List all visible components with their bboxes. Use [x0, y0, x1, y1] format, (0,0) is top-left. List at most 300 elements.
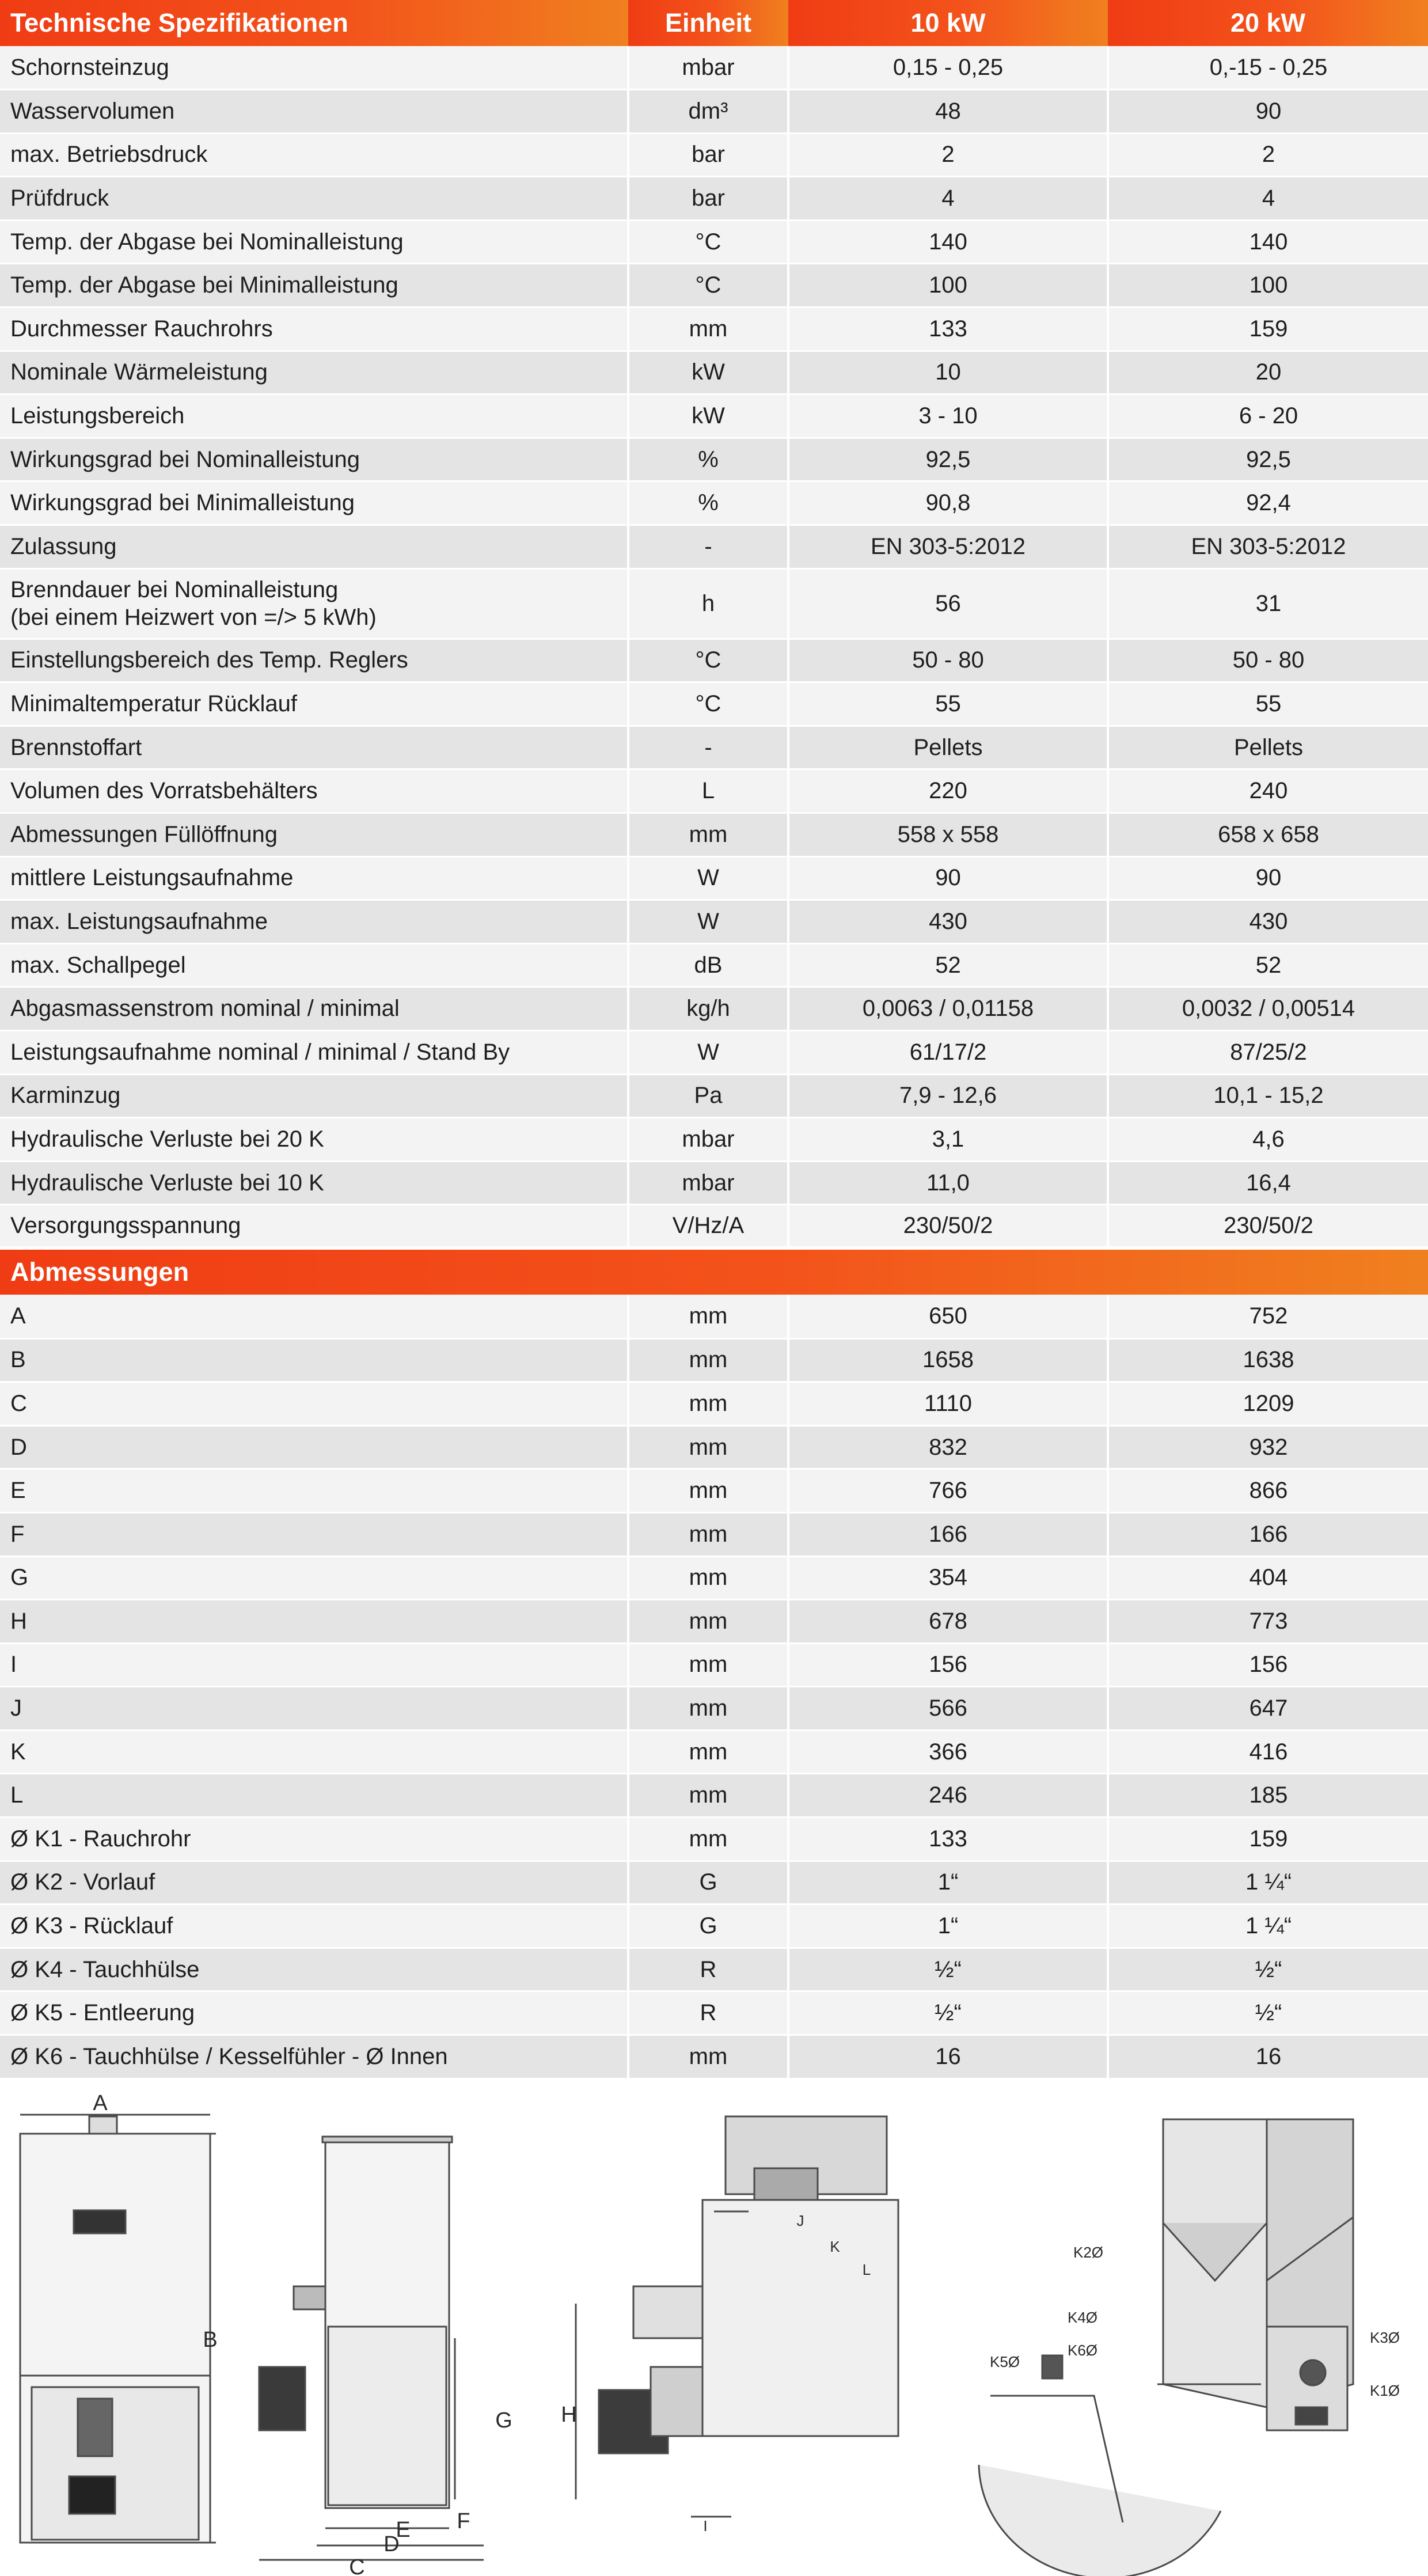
- 20kw-column-header: 20 kW: [1108, 0, 1428, 46]
- dimension-name-cell: [0, 1861, 628, 1905]
- spec-name-cell: [0, 1118, 628, 1162]
- spec-row: [0, 987, 1428, 1031]
- spec-10kw-value: 56: [788, 568, 1108, 639]
- spec-name-cell: [0, 46, 628, 90]
- dimensions-section-header: [0, 1248, 1428, 1295]
- spec-name-cell: [0, 682, 628, 726]
- dimension-name: E: [10, 1478, 26, 1504]
- spec-row: [0, 264, 1428, 308]
- dimension-name-cell: [0, 1600, 628, 1644]
- dimension-row: [0, 1295, 1428, 1338]
- dimension-10kw-value: 1110: [788, 1382, 1108, 1426]
- label-k6: K6Ø: [1067, 2342, 1098, 2359]
- spec-10kw-value: 230/50/2: [788, 1205, 1108, 1249]
- dimension-20kw-value: 404: [1108, 1556, 1428, 1600]
- dimension-row: [0, 2035, 1428, 2079]
- spec-name: Hydraulische Verluste bei 20 K: [10, 1126, 324, 1152]
- spec-unit-cell: Pa: [628, 1074, 788, 1118]
- dimension-unit-cell: mm: [628, 1469, 788, 1513]
- dimension-10kw-value: 246: [788, 1774, 1108, 1818]
- dimension-20kw-value: 1638: [1108, 1338, 1428, 1382]
- spec-row: [0, 177, 1428, 221]
- spec-20kw-value: 52: [1108, 943, 1428, 987]
- spec-unit-cell: %: [628, 438, 788, 481]
- spec-20kw-value: EN 303-5:2012: [1108, 525, 1428, 569]
- spec-name-cell: [0, 856, 628, 900]
- spec-name-cell: [0, 568, 628, 639]
- spec-name: Karminzug: [10, 1083, 121, 1109]
- spec-row: [0, 726, 1428, 769]
- spec-10kw-value: 430: [788, 900, 1108, 944]
- dimension-row: [0, 1643, 1428, 1687]
- dimension-10kw-value: 366: [788, 1730, 1108, 1774]
- dimensions-body: [0, 1295, 1428, 2078]
- label-k1: K1Ø: [1369, 2382, 1400, 2399]
- spec-name-cell: [0, 943, 628, 987]
- dimension-name-cell: [0, 1295, 628, 1338]
- dimension-name: B: [10, 1347, 26, 1373]
- specs-body: [0, 46, 1428, 1248]
- spec-name-cell: [0, 639, 628, 682]
- dimension-row: [0, 1512, 1428, 1556]
- spec-10kw-value: EN 303-5:2012: [788, 525, 1108, 569]
- spec-20kw-value: 100: [1108, 264, 1428, 308]
- spec-10kw-value: 133: [788, 308, 1108, 351]
- dimension-20kw-value: 647: [1108, 1687, 1428, 1731]
- dimension-unit-cell: mm: [628, 1512, 788, 1556]
- spec-row: [0, 308, 1428, 351]
- spec-name: Temp. der Abgase bei Minimalleistung: [10, 272, 398, 298]
- label-f: F: [457, 2509, 470, 2533]
- spec-name-cell: [0, 308, 628, 351]
- spec-row: [0, 351, 1428, 394]
- spec-name: Brenndauer bei Nominalleistung: [10, 577, 339, 603]
- label-k4: K4Ø: [1067, 2309, 1098, 2326]
- spec-name-cell: [0, 1030, 628, 1074]
- spec-10kw-value: 10: [788, 351, 1108, 394]
- spec-name: Temp. der Abgase bei Nominalleistung: [10, 229, 404, 255]
- spec-unit-cell: °C: [628, 220, 788, 264]
- spec-row: [0, 220, 1428, 264]
- spec-20kw-value: 2: [1108, 133, 1428, 177]
- dimension-name: C: [10, 1390, 27, 1416]
- dimension-row: [0, 1948, 1428, 1991]
- spec-unit-cell: mm: [628, 813, 788, 857]
- spec-10kw-value: 3,1: [788, 1118, 1108, 1162]
- spec-name: Schornsteinzug: [10, 54, 169, 80]
- dimension-unit-cell: mm: [628, 1295, 788, 1338]
- dimension-name-cell: [0, 1556, 628, 1600]
- spec-name: Wasservolumen: [10, 98, 175, 124]
- dimension-name-cell: [0, 1512, 628, 1556]
- dimension-unit-cell: mm: [628, 1818, 788, 1861]
- spec-10kw-value: 558 x 558: [788, 813, 1108, 857]
- dimension-10kw-value: ½“: [788, 1948, 1108, 1991]
- dimension-name-cell: [0, 1774, 628, 1818]
- spec-name-cell: [0, 900, 628, 944]
- dimension-row: [0, 1600, 1428, 1644]
- dimension-10kw-value: ½“: [788, 1991, 1108, 2035]
- dimension-name-cell: [0, 1469, 628, 1513]
- spec-row: [0, 394, 1428, 438]
- dimension-row: [0, 1991, 1428, 2035]
- dimension-name: A: [10, 1303, 26, 1329]
- dimension-20kw-value: 1 ¼“: [1108, 1861, 1428, 1905]
- spec-unit-cell: mbar: [628, 1118, 788, 1162]
- spec-10kw-value: 90,8: [788, 481, 1108, 525]
- dimension-20kw-value: 156: [1108, 1643, 1428, 1687]
- dimension-unit-cell: mm: [628, 1687, 788, 1731]
- label-a: A: [93, 2091, 108, 2115]
- spec-20kw-value: Pellets: [1108, 726, 1428, 769]
- spec-row: [0, 133, 1428, 177]
- spec-10kw-value: 220: [788, 769, 1108, 813]
- spec-row: [0, 438, 1428, 481]
- spec-unit-cell: bar: [628, 133, 788, 177]
- dimension-row: [0, 1338, 1428, 1382]
- dimension-row: [0, 1556, 1428, 1600]
- spec-name-cell: [0, 133, 628, 177]
- spec-name: Minimaltemperatur Rücklauf: [10, 691, 297, 717]
- dimension-name-cell: [0, 1382, 628, 1426]
- spec-name: Versorgungsspannung: [10, 1213, 241, 1239]
- spec-name: Abmessungen Füllöffnung: [10, 821, 278, 847]
- dimension-name: Ø K4 - Tauchhülse: [10, 1956, 200, 1982]
- spec-unit-cell: kW: [628, 394, 788, 438]
- spec-20kw-value: 90: [1108, 856, 1428, 900]
- technical-drawings: [0, 2085, 1428, 2576]
- dimension-20kw-value: 16: [1108, 2035, 1428, 2079]
- dimension-20kw-value: 159: [1108, 1818, 1428, 1861]
- spec-20kw-value: 0,-15 - 0,25: [1108, 46, 1428, 90]
- dimension-10kw-value: 650: [788, 1295, 1108, 1338]
- dimension-20kw-value: 773: [1108, 1600, 1428, 1644]
- spec-10kw-value: 52: [788, 943, 1108, 987]
- spec-row: [0, 900, 1428, 944]
- spec-20kw-value: 87/25/2: [1108, 1030, 1428, 1074]
- spec-unit-cell: W: [628, 1030, 788, 1074]
- spec-name: Leistungsbereich: [10, 403, 185, 429]
- spec-unit-cell: L: [628, 769, 788, 813]
- spec-name-note: (bei einem Heizwert von =/> 5 kWh): [10, 605, 377, 631]
- dimension-row: [0, 1861, 1428, 1905]
- dimension-10kw-value: 1“: [788, 1861, 1108, 1905]
- dimension-name-cell: [0, 1425, 628, 1469]
- dimension-name: I: [10, 1652, 17, 1678]
- spec-name: Wirkungsgrad bei Nominalleistung: [10, 446, 360, 472]
- dimension-20kw-value: 866: [1108, 1469, 1428, 1513]
- dimension-row: [0, 1730, 1428, 1774]
- spec-name-cell: [0, 525, 628, 569]
- spec-10kw-value: 0,15 - 0,25: [788, 46, 1108, 90]
- spec-20kw-value: 90: [1108, 90, 1428, 134]
- spec-20kw-value: 4,6: [1108, 1118, 1428, 1162]
- dimension-name: J: [10, 1695, 22, 1721]
- spec-name-cell: [0, 1205, 628, 1249]
- spec-10kw-value: 7,9 - 12,6: [788, 1074, 1108, 1118]
- dimension-name-cell: [0, 1643, 628, 1687]
- 10kw-column-header: 10 kW: [788, 0, 1108, 46]
- spec-20kw-value: 92,4: [1108, 481, 1428, 525]
- spec-name-cell: [0, 769, 628, 813]
- dimension-row: [0, 1905, 1428, 1948]
- spec-row: [0, 769, 1428, 813]
- spec-10kw-value: 55: [788, 682, 1108, 726]
- table-title: Technische Spezifikationen: [0, 0, 628, 46]
- spec-name-cell: [0, 177, 628, 221]
- label-l: L: [862, 2261, 871, 2278]
- dimension-unit-cell: mm: [628, 1338, 788, 1382]
- spec-row: [0, 1074, 1428, 1118]
- dimension-row: [0, 1818, 1428, 1861]
- label-c: C: [349, 2555, 365, 2576]
- spec-name-cell: [0, 987, 628, 1031]
- dimension-20kw-value: 932: [1108, 1425, 1428, 1469]
- spec-20kw-value: 92,5: [1108, 438, 1428, 481]
- dimension-unit-cell: R: [628, 1948, 788, 1991]
- dimension-name: Ø K5 - Entleerung: [10, 2000, 195, 2026]
- spec-name: Leistungsaufnahme nominal / minimal / Stand By: [10, 1039, 510, 1065]
- spec-20kw-value: 10,1 - 15,2: [1108, 1074, 1428, 1118]
- dimension-10kw-value: 156: [788, 1643, 1108, 1687]
- dimension-unit-cell: G: [628, 1861, 788, 1905]
- spec-unit-cell: mbar: [628, 1161, 788, 1205]
- spec-unit-cell: kg/h: [628, 987, 788, 1031]
- spec-20kw-value: 240: [1108, 769, 1428, 813]
- label-k2: K2Ø: [1073, 2244, 1104, 2261]
- spec-20kw-value: 0,0032 / 0,00514: [1108, 987, 1428, 1031]
- spec-row: [0, 1030, 1428, 1074]
- dimension-20kw-value: 166: [1108, 1512, 1428, 1556]
- dimension-unit-cell: mm: [628, 1425, 788, 1469]
- dimension-20kw-value: ½“: [1108, 1991, 1428, 2035]
- dimension-unit-cell: R: [628, 1991, 788, 2035]
- dimension-name: L: [10, 1782, 24, 1808]
- spec-10kw-value: 0,0063 / 0,01158: [788, 987, 1108, 1031]
- spec-row: [0, 682, 1428, 726]
- label-d: D: [383, 2532, 400, 2556]
- spec-20kw-value: 31: [1108, 568, 1428, 639]
- spec-row: [0, 639, 1428, 682]
- spec-row: [0, 90, 1428, 134]
- spec-name-cell: [0, 1161, 628, 1205]
- spec-unit-cell: kW: [628, 351, 788, 394]
- spec-name: mittlere Leistungsaufnahme: [10, 865, 294, 891]
- spec-name-cell: [0, 813, 628, 857]
- dimension-name: Ø K1 - Rauchrohr: [10, 1826, 191, 1852]
- dimension-20kw-value: ½“: [1108, 1948, 1428, 1991]
- drawings-svg: [0, 2085, 1428, 2576]
- dimension-name: G: [10, 1565, 29, 1591]
- dimension-name-cell: [0, 1905, 628, 1948]
- dimension-name-cell: [0, 1338, 628, 1382]
- dimension-unit-cell: mm: [628, 1556, 788, 1600]
- dimension-10kw-value: 354: [788, 1556, 1108, 1600]
- label-g: G: [495, 2408, 512, 2433]
- dimension-10kw-value: 566: [788, 1687, 1108, 1731]
- spec-20kw-value: 230/50/2: [1108, 1205, 1428, 1249]
- spec-unit-cell: -: [628, 525, 788, 569]
- dimension-row: [0, 1469, 1428, 1513]
- spec-20kw-value: 50 - 80: [1108, 639, 1428, 682]
- dimension-name-cell: [0, 1730, 628, 1774]
- dimension-10kw-value: 1“: [788, 1905, 1108, 1948]
- dimension-row: [0, 1774, 1428, 1818]
- spec-name-cell: [0, 481, 628, 525]
- connection-detail-drawing: [979, 2119, 1353, 2576]
- dimension-20kw-value: 416: [1108, 1730, 1428, 1774]
- spec-name: Nominale Wärmeleistung: [10, 359, 268, 385]
- spec-name: Zulassung: [10, 533, 117, 559]
- dimension-10kw-value: 16: [788, 2035, 1108, 2079]
- dimension-10kw-value: 133: [788, 1818, 1108, 1861]
- spec-unit-cell: %: [628, 481, 788, 525]
- label-e: E: [396, 2518, 411, 2542]
- spec-unit-cell: °C: [628, 682, 788, 726]
- dimension-10kw-value: 766: [788, 1469, 1108, 1513]
- dimension-row: [0, 1687, 1428, 1731]
- spec-name: max. Betriebsdruck: [10, 142, 208, 168]
- spec-row: [0, 856, 1428, 900]
- dimension-20kw-value: 1209: [1108, 1382, 1428, 1426]
- unit-column-header: Einheit: [628, 0, 788, 46]
- spec-10kw-value: 92,5: [788, 438, 1108, 481]
- spec-row: [0, 525, 1428, 569]
- spec-10kw-value: 50 - 80: [788, 639, 1108, 682]
- spec-10kw-value: 61/17/2: [788, 1030, 1108, 1074]
- spec-unit-cell: °C: [628, 264, 788, 308]
- dimension-name: Ø K3 - Rücklauf: [10, 1913, 173, 1939]
- spec-name: Abgasmassenstrom nominal / minimal: [10, 996, 400, 1022]
- spec-unit-cell: dB: [628, 943, 788, 987]
- spec-unit-cell: W: [628, 856, 788, 900]
- label-j: J: [796, 2212, 804, 2229]
- dimension-name: K: [10, 1739, 26, 1765]
- spec-20kw-value: 4: [1108, 177, 1428, 221]
- spec-20kw-value: 55: [1108, 682, 1428, 726]
- spec-10kw-value: Pellets: [788, 726, 1108, 769]
- dimension-name-cell: [0, 1818, 628, 1861]
- spec-10kw-value: 3 - 10: [788, 394, 1108, 438]
- spec-name: Einstellungsbereich des Temp. Reglers: [10, 647, 408, 673]
- spec-unit-cell: W: [628, 900, 788, 944]
- dimension-20kw-value: 1 ¼“: [1108, 1905, 1428, 1948]
- front-view-drawing: [20, 2115, 216, 2543]
- dimension-name-cell: [0, 1687, 628, 1731]
- dimension-10kw-value: 678: [788, 1600, 1108, 1644]
- spec-unit-cell: V/Hz/A: [628, 1205, 788, 1249]
- dimensions-section-title: Abmessungen: [0, 1248, 1428, 1295]
- dimension-20kw-value: 185: [1108, 1774, 1428, 1818]
- spec-20kw-value: 16,4: [1108, 1161, 1428, 1205]
- spec-10kw-value: 2: [788, 133, 1108, 177]
- spec-unit-cell: mbar: [628, 46, 788, 90]
- dimension-unit-cell: G: [628, 1905, 788, 1948]
- spec-10kw-value: 100: [788, 264, 1108, 308]
- spec-name-cell: [0, 438, 628, 481]
- dimension-10kw-value: 166: [788, 1512, 1108, 1556]
- dimension-name-cell: [0, 2035, 628, 2079]
- spec-name-cell: [0, 394, 628, 438]
- table-header-row: [0, 0, 1428, 46]
- spec-20kw-value: 159: [1108, 308, 1428, 351]
- spec-name: Volumen des Vorratsbehälters: [10, 778, 318, 804]
- label-k5: K5Ø: [989, 2353, 1020, 2370]
- spec-name: Brennstoffart: [10, 734, 142, 760]
- spec-20kw-value: 20: [1108, 351, 1428, 394]
- spec-name: Hydraulische Verluste bei 10 K: [10, 1170, 324, 1196]
- burner-view-drawing: [576, 2116, 898, 2517]
- spec-row: [0, 943, 1428, 987]
- spec-unit-cell: h: [628, 568, 788, 639]
- label-i: I: [703, 2517, 708, 2535]
- spec-20kw-value: 140: [1108, 220, 1428, 264]
- spec-row: [0, 1118, 1428, 1162]
- spec-row: [0, 568, 1428, 639]
- dimension-unit-cell: mm: [628, 2035, 788, 2079]
- dimension-20kw-value: 752: [1108, 1295, 1428, 1338]
- dimension-name: D: [10, 1434, 27, 1460]
- dimension-name-cell: [0, 1948, 628, 1991]
- spec-row: [0, 481, 1428, 525]
- spec-20kw-value: 658 x 658: [1108, 813, 1428, 857]
- dimension-row: [0, 1382, 1428, 1426]
- dimension-unit-cell: mm: [628, 1730, 788, 1774]
- dimension-unit-cell: mm: [628, 1600, 788, 1644]
- spec-10kw-value: 48: [788, 90, 1108, 134]
- spec-20kw-value: 430: [1108, 900, 1428, 944]
- spec-10kw-value: 90: [788, 856, 1108, 900]
- dimension-name-cell: [0, 1991, 628, 2035]
- dimension-row: [0, 1425, 1428, 1469]
- spec-unit-cell: mm: [628, 308, 788, 351]
- label-b: B: [203, 2328, 218, 2352]
- spec-row: [0, 1161, 1428, 1205]
- dimension-unit-cell: mm: [628, 1774, 788, 1818]
- dimension-unit-cell: mm: [628, 1382, 788, 1426]
- spec-name-cell: [0, 90, 628, 134]
- label-k: K: [830, 2238, 840, 2255]
- spec-row: [0, 46, 1428, 90]
- spec-name: Prüfdruck: [10, 185, 109, 211]
- spec-row: [0, 1205, 1428, 1249]
- spec-unit-cell: dm³: [628, 90, 788, 134]
- label-k3: K3Ø: [1369, 2329, 1400, 2346]
- spec-name: max. Leistungsaufnahme: [10, 908, 268, 934]
- spec-10kw-value: 11,0: [788, 1161, 1108, 1205]
- dimension-10kw-value: 1658: [788, 1338, 1108, 1382]
- spec-name: Durchmesser Rauchrohrs: [10, 316, 273, 342]
- spec-name-cell: [0, 351, 628, 394]
- dimension-name: F: [10, 1521, 25, 1547]
- spec-unit-cell: -: [628, 726, 788, 769]
- label-h: H: [561, 2403, 577, 2427]
- dimension-name: Ø K2 - Vorlauf: [10, 1869, 155, 1895]
- spec-name-cell: [0, 726, 628, 769]
- dimension-unit-cell: mm: [628, 1643, 788, 1687]
- spec-row: [0, 813, 1428, 857]
- section-row: [0, 1248, 1428, 1295]
- dimension-name: H: [10, 1608, 27, 1634]
- spec-name-cell: [0, 264, 628, 308]
- spec-name: max. Schallpegel: [10, 952, 186, 978]
- spec-unit-cell: °C: [628, 639, 788, 682]
- spec-unit-cell: bar: [628, 177, 788, 221]
- dimension-name: Ø K6 - Tauchhülse / Kesselfühler - Ø Innen: [10, 2043, 448, 2069]
- dimension-10kw-value: 832: [788, 1425, 1108, 1469]
- spec-20kw-value: 6 - 20: [1108, 394, 1428, 438]
- spec-name: Wirkungsgrad bei Minimalleistung: [10, 490, 355, 516]
